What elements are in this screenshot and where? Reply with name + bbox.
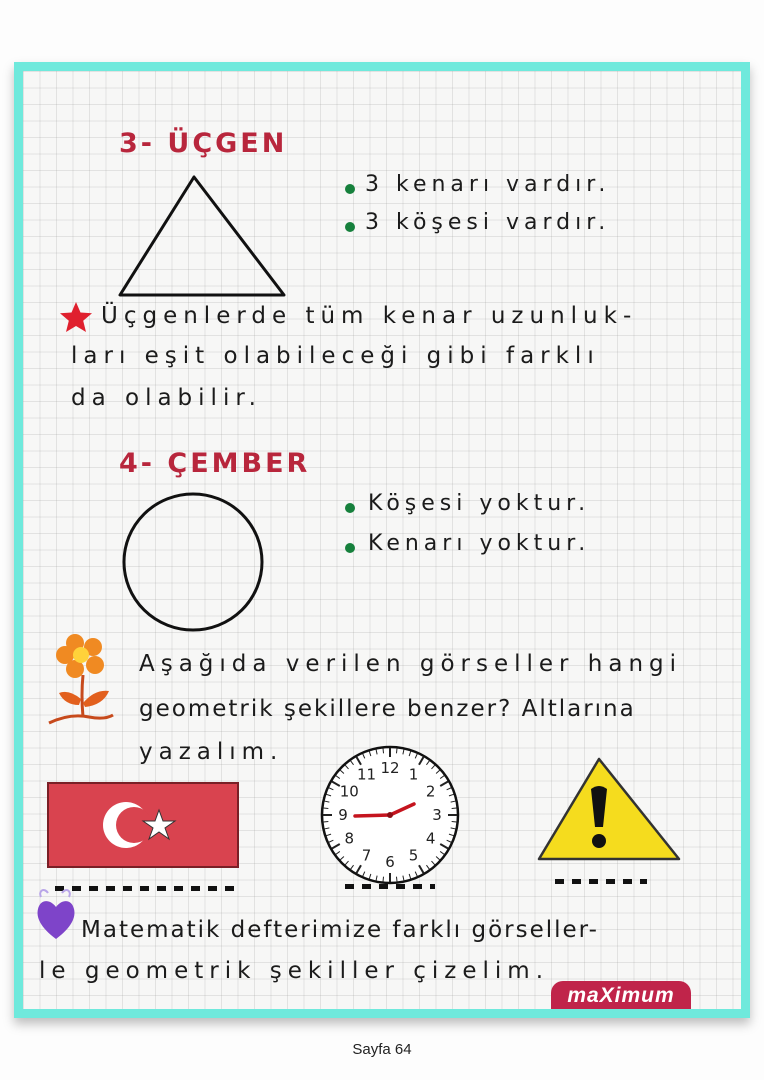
clock-number: 9	[338, 806, 348, 824]
clock-number: 6	[385, 853, 395, 871]
clock-number: 3	[432, 806, 442, 824]
clock-number: 4	[425, 829, 436, 848]
clock-tick	[383, 877, 384, 882]
flower-icon	[45, 633, 115, 731]
notebook-page	[23, 71, 741, 1009]
bullet-dot	[345, 543, 355, 553]
question-line-3: yazalım.	[139, 739, 284, 765]
closing-line-2: le geometrik şekiller çizelim.	[39, 958, 550, 984]
bullet-dot	[345, 184, 355, 194]
heart-icon	[34, 887, 78, 943]
circle-title: 4- ÇEMBER	[119, 448, 311, 479]
triangle-drawing	[108, 169, 293, 301]
triangle-bullet-1: 3 kenarı vardır.	[365, 172, 611, 197]
page-number: Sayfa 64	[352, 1041, 412, 1058]
clock-tick	[452, 821, 457, 822]
flag-answer-blank	[55, 886, 235, 891]
closing-line-1: Matematik defterimize farklı görseller-	[81, 917, 599, 943]
question-line-1: Aşağıda verilen görseller hangi	[139, 651, 683, 677]
clock-tick	[323, 821, 328, 822]
circle-drawing	[119, 489, 267, 635]
triangle-title: 3- ÜÇGEN	[119, 128, 288, 159]
triangle-note-line-3: da olabilir.	[71, 385, 262, 411]
warning-answer-blank	[555, 879, 647, 884]
bullet-dot	[345, 222, 355, 232]
clock-number: 5	[408, 846, 419, 865]
clock-illustration	[315, 743, 465, 887]
triangle-note-line-2: ları eşit olabileceği gibi farklı	[71, 343, 600, 369]
clock-tick	[323, 808, 328, 809]
clock-number: 8	[344, 829, 355, 848]
clock-number: 12	[380, 759, 400, 777]
circle-bullet-1: Köşesi yoktur.	[368, 491, 591, 516]
flag-illustration	[45, 779, 241, 871]
clock-tick	[383, 748, 384, 753]
clock-tick	[396, 748, 397, 753]
publisher-logo: maXimum	[551, 981, 691, 1009]
clock-answer-blank	[345, 884, 435, 889]
clock-number: 1	[408, 765, 419, 784]
bullet-dot	[345, 503, 355, 513]
clock-number: 10	[339, 782, 359, 801]
clock-number: 2	[425, 782, 436, 801]
question-line-2: geometrik şekillere benzer? Altlarına	[139, 696, 636, 722]
star-icon	[59, 301, 93, 333]
circle-bullet-2: Kenarı yoktur.	[368, 531, 591, 556]
triangle-note-line-1: Üçgenlerde tüm kenar uzunluk-	[101, 303, 638, 329]
clock-tick	[452, 808, 457, 809]
triangle-bullet-2: 3 köşesi vardır.	[365, 210, 611, 235]
warning-sign-illustration	[531, 753, 687, 867]
page-frame	[14, 62, 750, 1018]
clock-number: 7	[361, 846, 372, 865]
clock-tick	[396, 877, 397, 882]
clock-number: 11	[356, 765, 377, 784]
